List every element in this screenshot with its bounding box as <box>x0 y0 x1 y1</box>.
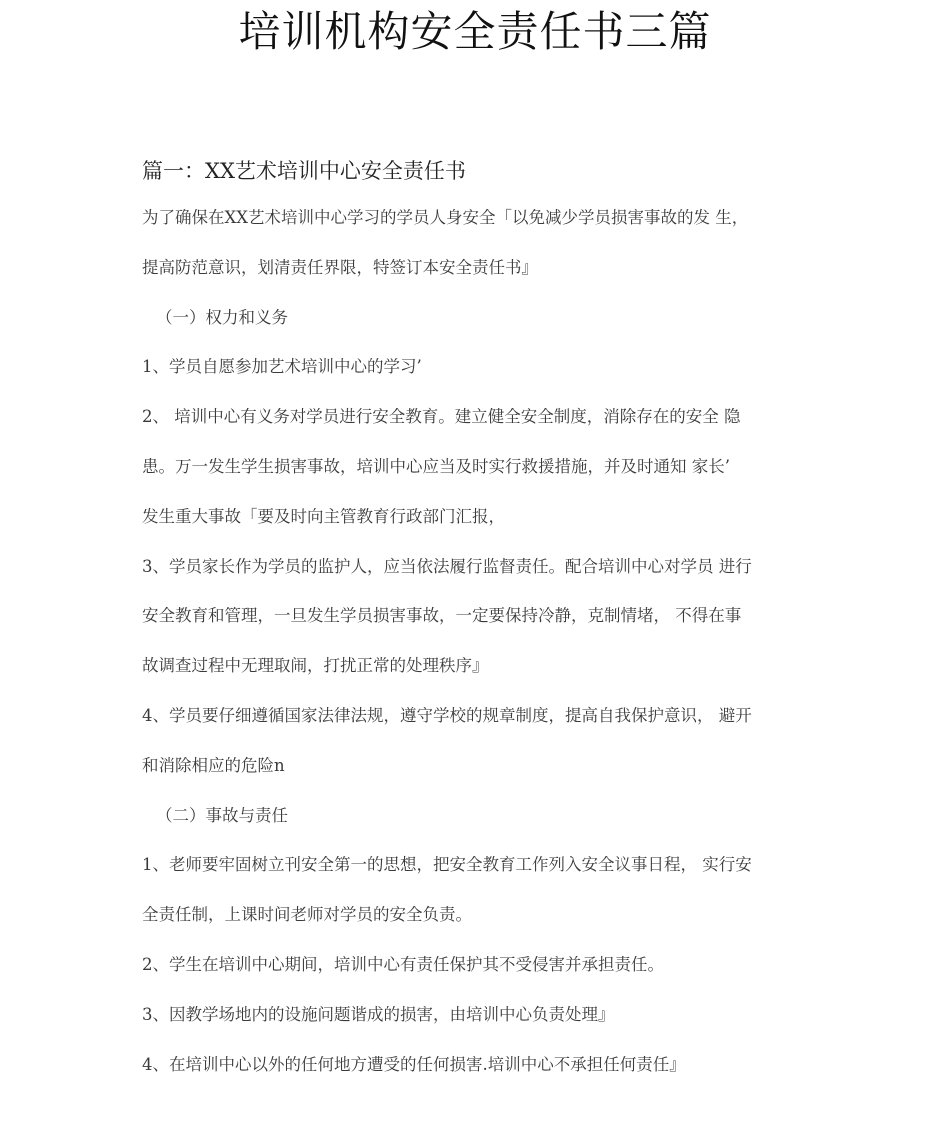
paragraph-line: 全责任制，上课时间老师对学员的安全负责。 <box>142 905 472 925</box>
subsection-heading: （二）事故与责任 <box>156 805 288 825</box>
paragraph-line: 4、学员要仔细遵循国家法律法规，遵守学校的规章制度，提高自我保护意识， 避开 <box>142 705 752 725</box>
section-title: 篇一：XX艺术培训中心安全责任书 <box>142 159 466 183</box>
document-title: 培训机构安全责任书三篇 <box>238 7 712 56</box>
paragraph-line: 1、学员自愿参加艺术培训中心的学习’ <box>142 357 422 377</box>
paragraph-line: 和消除相应的危险n <box>142 755 285 775</box>
document-body <box>142 203 812 1099</box>
paragraph-line: 2、学生在培训中心期间，培训中心有责任保护其不受侵害并承担责任。 <box>142 954 664 974</box>
paragraph-line: 1、老师要牢固树立刊安全第一的思想，把安全教育工作列入安全议事日程， 实行安 <box>142 855 752 875</box>
paragraph-line: 安全教育和管理，一旦发生学员损害事故，一定要保持冷静，克制情堵， 不得在事 <box>142 606 742 626</box>
paragraph-line: 发生重大事故「要及时向主管教育行政部门汇报， <box>142 506 505 526</box>
paragraph-line: 3、因教学场地内的设施问题谐成的损害，由培训中心负责处理』 <box>142 1004 615 1024</box>
paragraph-line: 患。万一发生学生损害事故，培训中心应当及时实行救援措施，并及时通知 家长’ <box>142 456 730 476</box>
paragraph-line: 3、学员家长作为学员的监护人，应当依法履行监督责任。配合培训中心对学员 进行 <box>142 556 752 576</box>
paragraph-line: 提高防范意识，划清责任界限，特签订本安全责任书』 <box>142 257 538 277</box>
paragraph-line: 2、 培训中心有义务对学员进行安全教育。建立健全安全制度，消除存在的安全 隐 <box>142 407 741 427</box>
subsection-heading: （一）权力和义务 <box>156 307 288 327</box>
paragraph-line: 故调查过程中无理取闹，打扰正常的处理秩序』 <box>142 656 489 676</box>
paragraph-line: 4、在培训中心以外的任何地方遭受的任何损害.培训中心不承担任何责任』 <box>142 1054 686 1074</box>
paragraph-line: 为了确保在XX艺术培训中心学习的学员人身安全「以免减少学员损害事故的发 生， <box>142 208 749 227</box>
